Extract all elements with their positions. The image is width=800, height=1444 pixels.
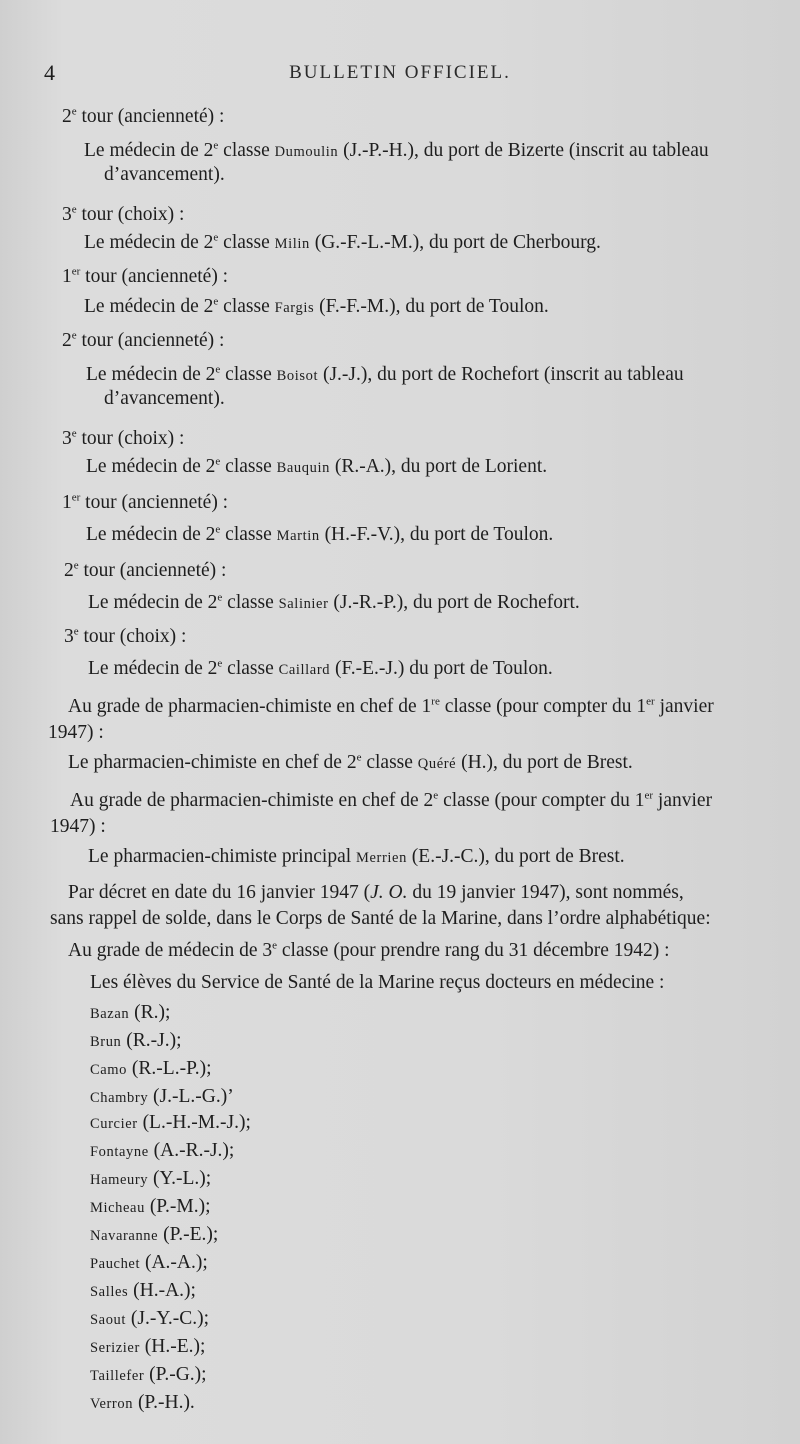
grade-heading: Au grade de médecin de 3e classe (pour prendre rang du 31 décembre 1942) : [68, 939, 670, 961]
list-item: Fontayne (A.-R.-J.); [90, 1140, 235, 1161]
list-item: Hameury (Y.-L.); [90, 1168, 212, 1189]
tour-heading: 1er tour (ancienneté) : [62, 265, 229, 287]
officer-name: Milin [274, 236, 310, 252]
appointment-line: Le médecin de 2e classe Boisot (J.-J.), du port de Rochefort (inscrit au tableau [86, 363, 684, 385]
decree-line: sans rappel de solde, dans le Corps de Santé de la Marine, dans l’ordre alphabétique: [50, 908, 711, 929]
list-item: Taillefer (P.-G.); [90, 1364, 207, 1385]
list-item: Curcier (L.-H.-M.-J.); [90, 1112, 251, 1133]
appointment-line: Le médecin de 2e classe Bauquin (R.-A.), du port de Lorient. [86, 455, 548, 477]
list-item: Navaranne (P.-E.); [90, 1224, 219, 1245]
running-title: BULLETIN OFFICIEL. [289, 62, 511, 83]
officer-name: Martin [276, 528, 320, 544]
list-item: Micheau (P.-M.); [90, 1196, 211, 1217]
list-item: Pauchet (A.-A.); [90, 1252, 208, 1273]
page-number: 4 [44, 60, 56, 85]
appointment-line: Le médecin de 2e classe Fargis (F.-F.-M.), du port de Toulon. [84, 295, 549, 317]
tour-heading: 3e tour (choix) : [62, 203, 185, 225]
grade-heading: Au grade de pharmacien-chimiste en chef de 2e classe (pour compter du 1er janvier [70, 789, 713, 811]
list-item: Chambry (J.-L.-G.)’ [90, 1086, 234, 1107]
grade-heading-continuation: 1947) : [50, 816, 106, 837]
list-intro: Les élèves du Service de Santé de la Marine reçus docteurs en médecine : [90, 972, 665, 993]
officer-name: Dumoulin [274, 144, 339, 160]
appointment-line: Le médecin de 2e classe Milin (G.-F.-L.-M.), du port de Cherbourg. [84, 231, 601, 253]
tour-heading: 2e tour (ancienneté) : [64, 559, 227, 581]
tour-heading: 3e tour (choix) : [62, 427, 185, 449]
tour-heading: 2e tour (ancienneté) : [62, 105, 225, 127]
appointment-line: Le médecin de 2e classe Salinier (J.-R.-P.), du port de Rochefort. [88, 591, 580, 613]
officer-name: Salinier [278, 596, 329, 612]
officer-name: Merrien [356, 850, 407, 866]
officer-name: Caillard [278, 662, 331, 678]
tour-heading: 1er tour (ancienneté) : [62, 491, 229, 513]
appointment-line: Le médecin de 2e classe Caillard (F.-E.-J.) du port de Toulon. [88, 657, 553, 679]
appointment-line: Le médecin de 2e classe Martin (H.-F.-V.), du port de Toulon. [86, 523, 554, 545]
list-item: Salles (H.-A.); [90, 1280, 196, 1301]
grade-heading: Au grade de pharmacien-chimiste en chef de 1re classe (pour compter du 1er janvier [68, 695, 714, 717]
officer-name: Boisot [276, 368, 319, 384]
list-item: Saout (J.-Y.-C.); [90, 1308, 210, 1329]
appointment-continuation: d’avancement). [104, 164, 225, 185]
appointment-continuation: d’avancement). [104, 388, 225, 409]
officer-name: Bauquin [276, 460, 330, 476]
officer-name: Quéré [417, 756, 457, 772]
officer-name: Fargis [274, 300, 315, 316]
list-item: Verron (P.-H.). [90, 1392, 195, 1413]
tour-heading: 3e tour (choix) : [64, 625, 187, 647]
grade-heading-continuation: 1947) : [48, 722, 104, 743]
list-item: Serizier (H.-E.); [90, 1336, 206, 1357]
page-header [0, 58, 800, 88]
appointment-line: Le médecin de 2e classe Dumoulin (J.-P.-H.), du port de Bizerte (inscrit au tableau [84, 139, 709, 161]
tour-heading: 2e tour (ancienneté) : [62, 329, 225, 351]
list-item: Brun (R.-J.); [90, 1030, 182, 1051]
list-item: Bazan (R.); [90, 1002, 171, 1023]
appointment-line: Le pharmacien-chimiste en chef de 2e classe Quéré (H.), du port de Brest. [68, 751, 633, 773]
appointment-line: Le pharmacien-chimiste principal Merrien (E.-J.-C.), du port de Brest. [88, 846, 625, 867]
decree-line: Par décret en date du 16 janvier 1947 (J. O. du 19 janvier 1947), sont nommés, [68, 882, 684, 903]
list-item: Camo (R.-L.-P.); [90, 1058, 212, 1079]
